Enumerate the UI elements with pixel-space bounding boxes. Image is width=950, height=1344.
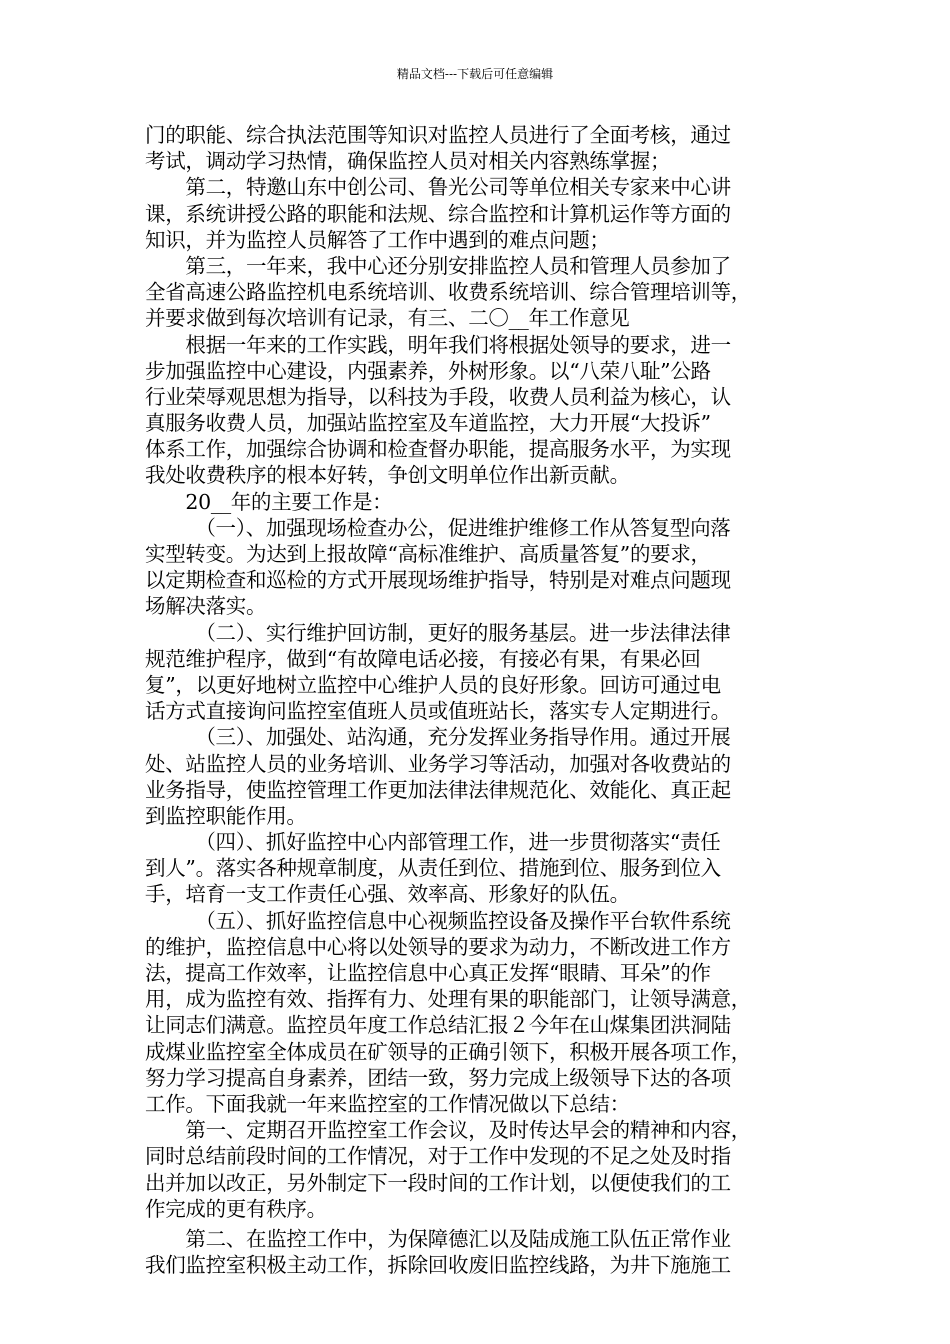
text-line: 处、站监控人员的业务培训、业务学习等活动，加强对各收费站的 [145,751,731,776]
text-line: （二）、实行维护回访制，更好的服务基层。进一步法律法律 [145,620,731,645]
text-line: 门的职能、综合执法范围等知识对监控人员进行了全面考核，通过 [145,123,731,147]
text-line: 话方式直接询问监控室值班人员或值班站长，落实专人定期进行。 [145,699,731,724]
text-line: 真服务收费人员，加强站监控室及车道监控，大力开展“大投诉” [145,411,711,436]
text-line: 的维护，监控信息中心将以处领导的要求为动力，不断改进工作方 [145,934,731,959]
text-line: 场解决落实。 [145,594,267,619]
text-line: 第一、定期召开监控室工作会议，及时传达早会的精神和内容， [145,1118,751,1143]
text-line: 20__年的主要工作是： [145,489,393,514]
text-line: 知识，并为监控人员解答了工作中遇到的难点问题； [145,227,610,252]
text-line: （三）、加强处、站沟通，充分发挥业务指导作用。通过开展 [145,725,731,750]
document-body [145,122,815,1278]
text-line: 全省高速公路监控机电系统培训、收费系统培训、综合管理培训等， [145,280,751,305]
text-line: （五）、抓好监控信息中心视频监控设备及操作平台软件系统 [145,908,731,933]
text-line: 根据一年来的工作实践，明年我们将根据处领导的要求，进一 [145,332,731,357]
text-line: 并要求做到每次培训有记录，有三、二〇__年工作意见 [145,306,630,331]
text-line: 努力学习提高自身素养，团结一致，努力完成上级领导下达的各项 [145,1065,731,1090]
text-line: 实型转变。为达到上报故障“高标准维护、高质量答复”的要求， [145,542,711,566]
text-line: 步加强监控中心建设，内强素养，外树形象。以“八荣八耻”公路 [145,358,711,383]
text-line: 课，系统讲授公路的职能和法规、综合监控和计算机运作等方面的 [145,201,731,226]
text-line: 让同志们满意。监控员年度工作总结汇报２今年在山煤集团洪洞陆 [145,1013,731,1038]
text-line: 我们监控室积极主动工作，拆除回收废旧监控线路，为井下施施工 [145,1253,731,1278]
text-line: 成煤业监控室全体成员在矿领导的正确引领下，积极开展各项工作， [145,1039,751,1064]
text-line: 业务指导，使监控管理工作更加法律法律规范化、效能化、真正起 [145,777,731,802]
text-line: 到人”。落实各种规章制度，从责任到位、措施到位、服务到位入 [145,856,721,881]
text-line: 第二、在监控工作中，为保障德汇以及陆成施工队伍正常作业 [145,1226,731,1251]
text-line: 出并加以改正，另外制定下一段时间的工作计划，以便使我们的工 [145,1170,731,1195]
text-line: 以定期检查和巡检的方式开展现场维护指导，特别是对难点问题现 [145,568,731,593]
text-line: （一）、加强现场检查办公，促进维护维修工作从答复型向落 [145,515,731,540]
text-line: 考试，调动学习热情，确保监控人员对相关内容熟练掌握； [145,149,671,174]
text-line: 体系工作，加强综合协调和检查督办职能，提高服务水平，为实现 [145,437,731,462]
text-line: 工作。下面我就一年来监控室的工作情况做以下总结： [145,1091,630,1116]
text-line: 到监控职能作用。 [145,803,307,828]
text-line: 用，成为监控有效、指挥有力、处理有果的职能部门，让领导满意， [145,987,751,1012]
text-line: 法，提高工作效率，让监控信息中心真正发挥“眼睛、耳朵”的作 [145,961,711,985]
text-line: 我处收费秩序的根本好转，争创文明单位作出新贡献。 [145,463,630,488]
text-line: 第二，特邀山东中创公司、鲁光公司等单位相关专家来中心讲 [145,175,731,200]
text-line: 规范维护程序，做到“有故障电话必接，有接必有果，有果必回 [145,646,701,671]
text-line: 手，培育一支工作责任心强、效率高、形象好的队伍。 [145,882,630,907]
text-line: 行业荣辱观思想为指导，以科技为手段，收费人员利益为核心，认 [145,384,731,409]
text-line: （四）、抓好监控中心内部管理工作，进一步贯彻落实“责任 [145,830,721,855]
text-line: 复”，以更好地树立监控中心维护人员的良好形象。回访可通过电 [145,672,721,697]
page-header: 精品文档---下载后可任意编辑 [396,67,554,81]
text-line: 第三，一年来，我中心还分别安排监控人员和管理人员参加了 [145,253,731,278]
text-line: 作完成的更有秩序。 [145,1196,327,1221]
text-line: 同时总结前段时间的工作情况，对于工作中发现的不足之处及时指 [145,1144,731,1169]
